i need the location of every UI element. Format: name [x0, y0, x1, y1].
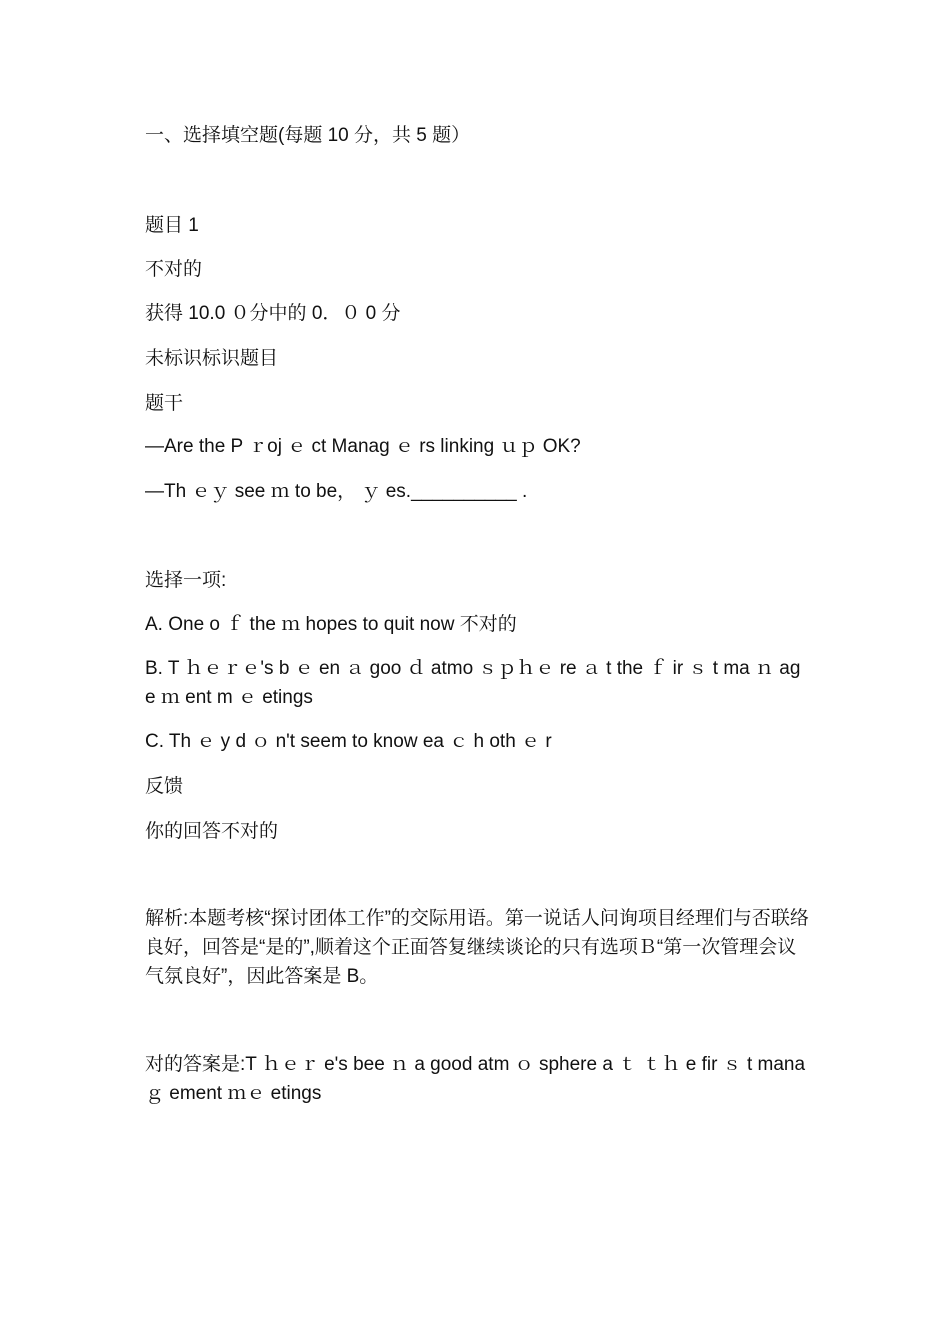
analysis-text: 解析:本题考核“探讨团体工作”的交际用语。第一说话人问询项目经理们与否联络良好，回答是“是的”,顺着这个正面答复继续谈论的只有选项Ｂ“第一次管理会议气氛良好”，因此答案是 B。	[145, 908, 809, 987]
score-text: 获得 10.0 ０分中的 0．０ 0 分	[145, 303, 401, 324]
your-answer: 你的回答不对的	[145, 821, 279, 842]
stem-line-1: —Are the P ｒoj ｅ ct Manag ｅ rs linking ｕｐ OK?	[145, 436, 581, 457]
stem-label: 题干	[145, 393, 184, 414]
question-number: 题目 1	[145, 215, 199, 236]
flag-question-link[interactable]: 未标识标识题目	[145, 348, 279, 369]
question-status: 不对的	[145, 259, 203, 280]
stem-line-2: —Th ｅｙ see ｍ to be， ｙ es.__________ .	[145, 481, 528, 502]
correct-answer: 对的答案是:T ｈｅｒ e's bee ｎ a good atm ｏ sphere a ｔ ｔｈ e fir ｓ t mana ｇ ement ｍｅ etings	[145, 1054, 806, 1104]
choose-prompt: 选择一项:	[145, 570, 227, 591]
option-a[interactable]: A. One o ｆ the ｍ hopes to quit now 不对的	[145, 614, 517, 635]
feedback-label: 反馈	[145, 776, 184, 797]
option-c[interactable]: C. Th ｅ y d ｏ n't seem to know ea ｃ h oth ｅ r	[145, 731, 552, 752]
option-b[interactable]: B. T ｈｅｒｅ's b ｅ en ａ goo ｄ atmo ｓｐｈｅ re ａ t the ｆ ir ｓ t ma ｎ age ｍ ent m ｅ etings	[145, 658, 801, 708]
section-heading: 一、选择填空题(每题 10 分，共 5 题）	[145, 125, 471, 146]
